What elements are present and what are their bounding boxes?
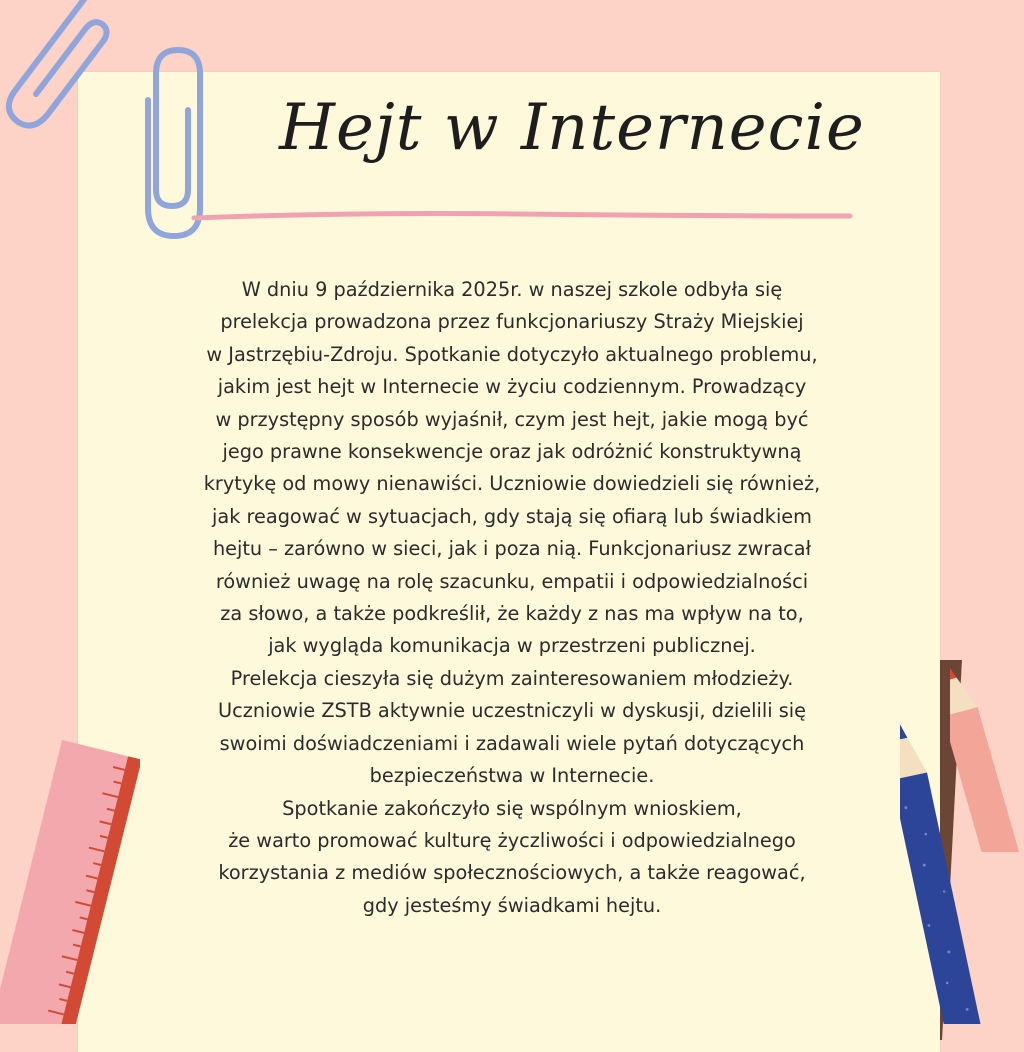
body-line: korzystania z mediów społecznościowych, a także reagować, xyxy=(218,861,806,885)
ruler-icon xyxy=(0,740,140,1024)
body-line: bezpieczeństwa w Internecie. xyxy=(369,764,655,788)
body-line: również uwagę na rolę szacunku, empatii i odpowiedzialności xyxy=(215,569,809,593)
article-body xyxy=(120,274,904,922)
body-line: W dniu 9 października 2025r. w naszej szkole odbyła się xyxy=(241,278,783,301)
body-line: Prelekcja cieszyła się dużym zainteresowaniem młodzieży. xyxy=(230,666,794,690)
body-line: gdy jesteśmy świadkami hejtu. xyxy=(362,893,662,917)
body-line: jak wygląda komunikacja w przestrzeni publicznej. xyxy=(268,634,756,658)
body-line: swoimi doświadczeniami i zadawali wiele pytań dotyczących xyxy=(219,731,805,755)
pencil-icon xyxy=(950,652,1024,852)
title-underline xyxy=(190,206,855,226)
page-title: Hejt w Internecie xyxy=(279,91,865,165)
body-line: za słowo, a także podkreślił, że każdy z nas ma wpływ na to, xyxy=(220,602,804,626)
body-line: prelekcja prowadzona przez funkcjonariuszy Straży Miejskiej xyxy=(220,310,804,334)
body-line: w przystępny sposób wyjaśnił, czym jest hejt, jakie mogą być xyxy=(215,407,809,431)
body-line: że warto promować kulturę życzliwości i odpowiedzialnego xyxy=(228,828,796,852)
body-line: jak reagować w sytuacjach, gdy stają się ofiarą lub świadkiem xyxy=(212,504,812,528)
body-line: jego prawne konsekwencje oraz jak odróżnić konstruktywną xyxy=(222,440,802,464)
body-line: Uczniowie ZSTB aktywnie uczestniczyli w dyskusji, dzielili się xyxy=(218,699,806,723)
body-line: w Jastrzębiu-Zdroju. Spotkanie dotyczyło aktualnego problemu, xyxy=(206,342,818,366)
body-line: hejtu – zarówno w sieci, jak i poza nią. Funkcjonariusz zwracał xyxy=(212,537,812,561)
body-line: jakim jest hejt w Internecie w życiu codziennym. Prowadzący xyxy=(217,375,807,399)
body-line: Spotkanie zakończyło się wspólnym wnioskiem, xyxy=(282,796,742,820)
body-line: krytykę od mowy nienawiści. Uczniowie dowiedzieli się również, xyxy=(203,472,821,496)
